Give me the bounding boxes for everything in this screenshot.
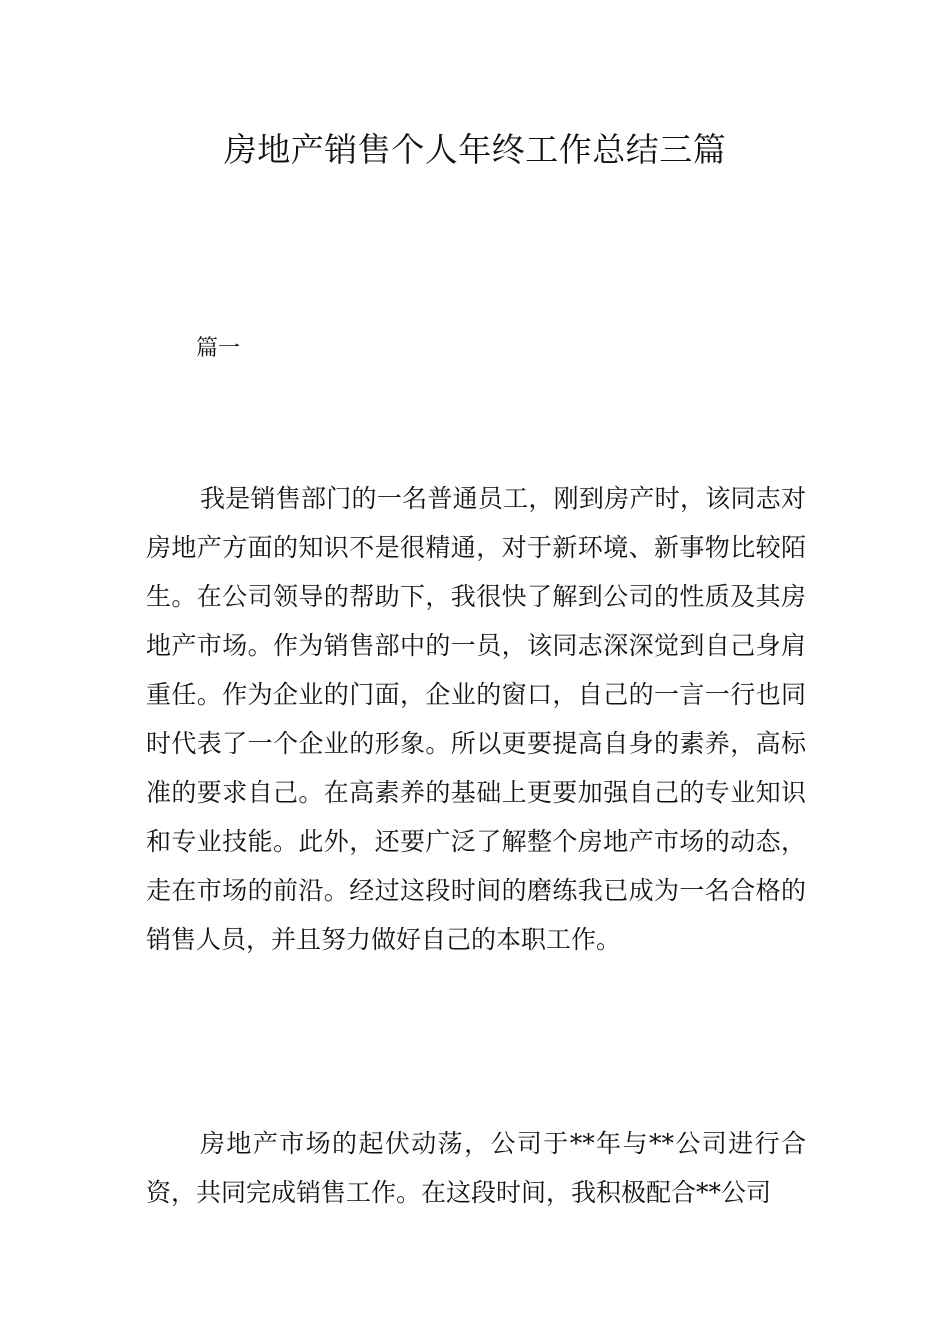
body-paragraph-2: 房地产市场的起伏动荡，公司于**年与**公司进行合资，共同完成销售工作。在这段时间，我积极配合**公司	[146, 1129, 806, 1207]
body-paragraph-1: 我是销售部门的一名普通员工，刚到房产时，该同志对房地产方面的知识不是很精通，对于新环境、新事物比较陌生。在公司领导的帮助下，我很快了解到公司的性质及其房地产市场。作为销售部中的一员，该同志深深觉到自己身肩重任。作为企业的门面，企业的窗口，自己的一言一行也同时代表了一个企业的形象。所以更要提高自身的素养，高标准的要求自己。在高素养的基础上更要加强自己的专业知识和专业技能。此外，还要广泛了解整个房地产市场的动态，走在市场的前沿。经过这段时间的磨练我已成为一名合格的销售人员，并且努力做好自己的本职工作。	[146, 484, 806, 954]
document-title: 房地产销售个人年终工作总结三篇	[223, 130, 727, 169]
section-label: 篇一	[196, 336, 241, 361]
